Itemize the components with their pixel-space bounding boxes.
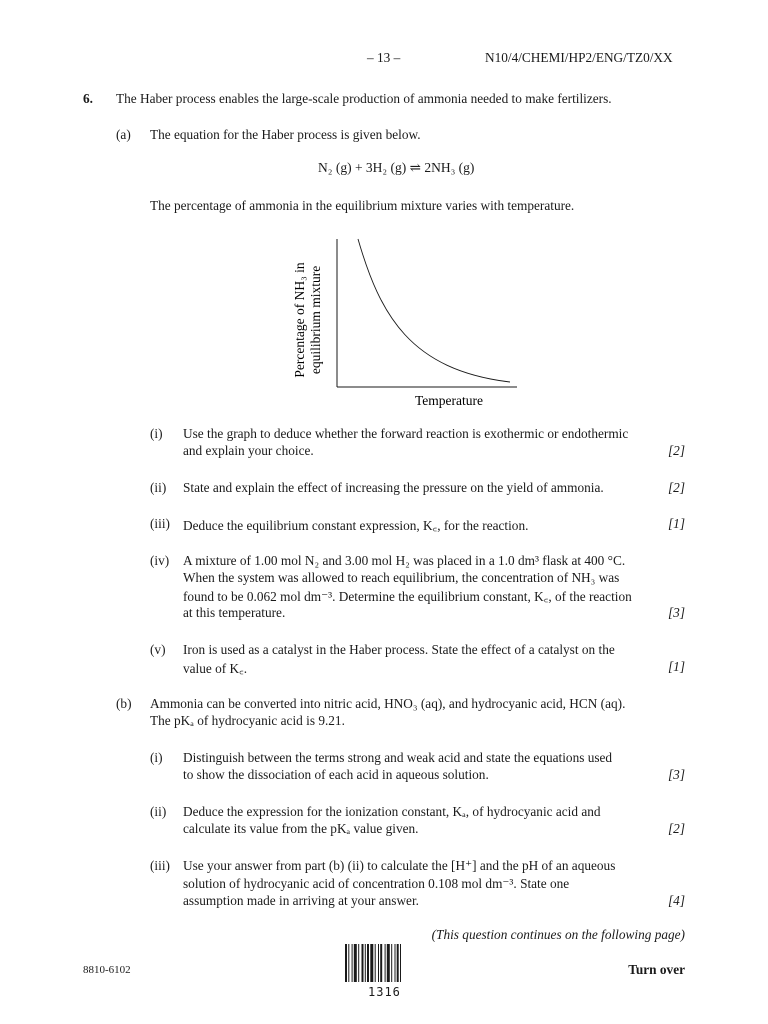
- b-ii-line1: Deduce the expression for the ionization constant, Kₐ, of hydrocyanic acid and: [183, 804, 601, 819]
- a-i-line2: and explain your choice.: [183, 443, 314, 458]
- a-iv-line3: found to be 0.062 mol dm⁻³. Determine the equilibrium constant, K꜀, of the reaction: [183, 589, 632, 604]
- barcode-bar: [370, 944, 373, 982]
- b-iii-line2: solution of hydrocyanic acid of concentration 0.108 mol dm⁻³. State one: [183, 876, 570, 891]
- continues-note: (This question continues on the following page): [431, 927, 685, 942]
- barcode-bar: [387, 944, 390, 982]
- barcode-bar: [378, 944, 379, 982]
- a-iii-marks: [1]: [668, 516, 685, 531]
- barcode-bar: [367, 944, 369, 982]
- footer-code: 8810-6102: [83, 964, 131, 976]
- b-i-label: (i): [150, 750, 163, 765]
- a-iv-line2: When the system was allowed to reach equilibrium, the concentration of NH₃ was: [183, 570, 620, 585]
- barcode-bar: [375, 944, 376, 982]
- part-a-label: (a): [116, 127, 131, 142]
- paper-code: N10/4/CHEMI/HP2/ENG/TZ0/XX: [485, 50, 673, 65]
- part-b-intro-line2: The pKₐ of hydrocyanic acid is 9.21.: [150, 713, 345, 728]
- part-a-intro: The equation for the Haber process is given below.: [150, 127, 421, 142]
- barcode-bar: [358, 944, 359, 982]
- b-iii-line1: Use your answer from part (b) (ii) to calculate the [H⁺] and the pH of an aqueous: [183, 858, 616, 873]
- b-iii-label: (iii): [150, 858, 170, 873]
- barcode-bar: [395, 944, 396, 982]
- graph-ylabel-line1: Percentage of NH₃ in: [292, 262, 307, 378]
- haber-equation: N₂ (g) + 3H₂ (g) ⇌ 2NH₃ (g): [318, 160, 475, 175]
- b-ii-marks: [2]: [668, 821, 685, 836]
- part-b-label: (b): [116, 696, 132, 711]
- barcode-bar: [391, 944, 392, 982]
- a-ii-marks: [2]: [668, 480, 685, 495]
- b-i-line1: Distinguish between the terms strong and weak acid and state the equations used: [183, 750, 613, 765]
- graph-xlabel: Temperature: [414, 393, 484, 408]
- graph-ylabel-line2: equilibrium mixture: [308, 265, 323, 375]
- barcode-bar: [345, 944, 347, 982]
- b-iii-marks: [4]: [668, 893, 685, 908]
- a-v-marks: [1]: [668, 659, 685, 674]
- barcode-bar: [385, 944, 386, 982]
- b-ii-label: (ii): [150, 804, 167, 819]
- barcode-bar: [380, 944, 382, 982]
- question-number: 6.: [83, 91, 93, 106]
- a-ii-line1: State and explain the effect of increasing the pressure on the yield of ammonia.: [183, 480, 604, 495]
- part-b-intro-line1: Ammonia can be converted into nitric acid, HNO₃ (aq), and hydrocyanic acid, HCN (aq).: [150, 696, 626, 711]
- barcode-bar: [348, 944, 349, 982]
- a-i-line1: Use the graph to deduce whether the forward reaction is exothermic or endothermic: [183, 426, 629, 441]
- page-number: – 13 –: [367, 50, 401, 65]
- question-intro: The Haber process enables the large-scale production of ammonia needed to make fertilizers.: [116, 91, 612, 106]
- a-v-line2: value of K꜀.: [183, 661, 248, 676]
- a-iv-marks: [3]: [668, 605, 685, 620]
- b-ii-line2: calculate its value from the pKₐ value given.: [183, 821, 419, 836]
- equilibrium-graph: [280, 230, 530, 415]
- barcode-bar: [362, 944, 364, 982]
- barcode-bar: [397, 944, 399, 982]
- barcode-bar: [352, 944, 353, 982]
- barcode-number: 1316: [368, 985, 401, 999]
- barcode-bar: [365, 944, 366, 982]
- a-ii-label: (ii): [150, 480, 167, 495]
- part-a-after-equation: The percentage of ammonia in the equilibrium mixture varies with temperature.: [150, 198, 575, 213]
- a-v-line1: Iron is used as a catalyst in the Haber process. State the effect of a catalyst on the: [183, 642, 615, 657]
- a-i-label: (i): [150, 426, 163, 441]
- b-i-line2: to show the dissociation of each acid in aqueous solution.: [183, 767, 489, 782]
- barcode-bar: [354, 944, 357, 982]
- b-i-marks: [3]: [668, 767, 685, 782]
- a-v-label: (v): [150, 642, 166, 657]
- a-iv-line1: A mixture of 1.00 mol N₂ and 3.00 mol H₂ was placed in a 1.0 dm³ flask at 400 °C.: [183, 553, 626, 568]
- barcode-bar: [400, 944, 401, 982]
- ammonia-curve: [358, 239, 510, 382]
- a-iii-label: (iii): [150, 516, 170, 531]
- a-iv-line4: at this temperature.: [183, 605, 286, 620]
- b-iii-line3: assumption made in arriving at your answer.: [183, 893, 419, 908]
- a-iv-label: (iv): [150, 553, 170, 568]
- barcode: [344, 944, 426, 986]
- a-iii-line1: Deduce the equilibrium constant expression, K꜀, for the reaction.: [183, 518, 529, 533]
- a-i-marks: [2]: [668, 443, 685, 458]
- turn-over: Turn over: [628, 962, 685, 977]
